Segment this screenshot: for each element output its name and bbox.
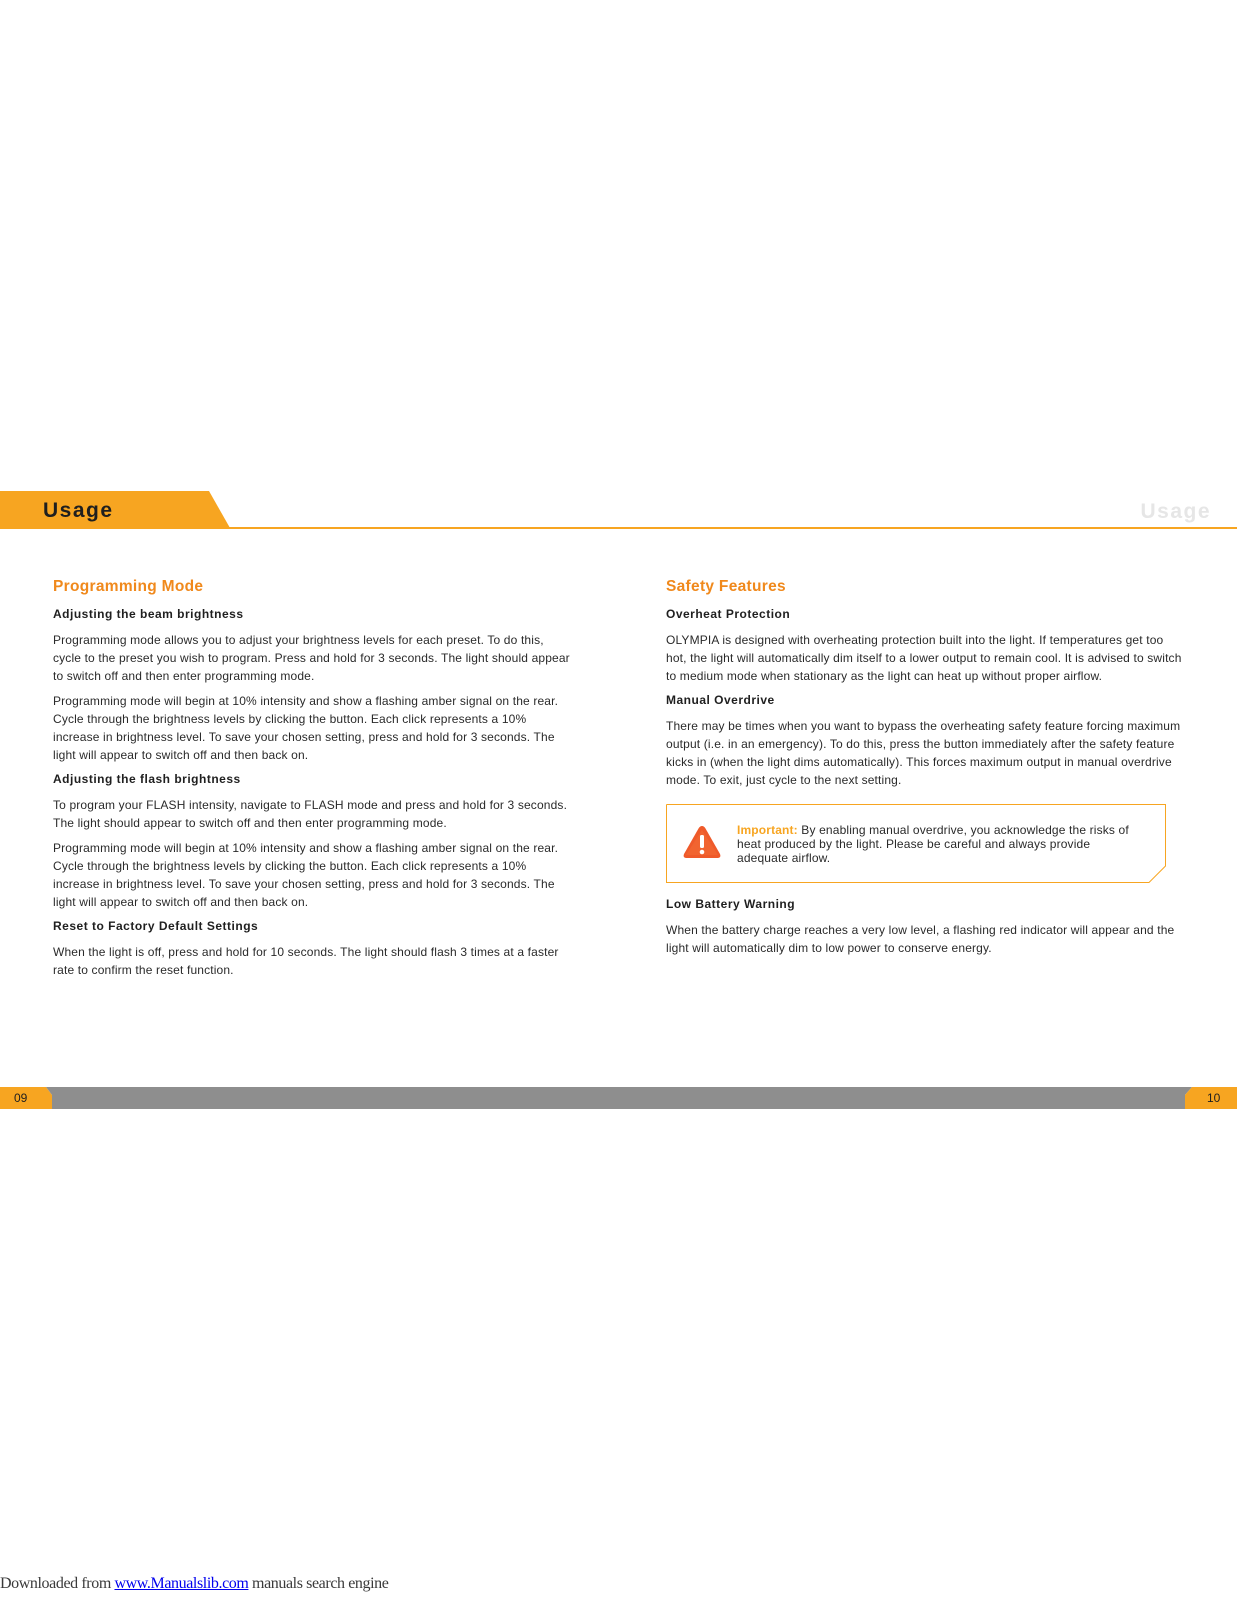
subheading-factory-reset: Reset to Factory Default Settings — [53, 919, 259, 933]
important-label: Important: — [737, 823, 798, 837]
paragraph: To program your FLASH intensity, navigate to FLASH mode and press and hold for 3 seconds. The light should appear to switch off and then enter programming mode. — [53, 798, 568, 830]
section-title-programming: Programming Mode — [53, 578, 204, 595]
section-title-safety: Safety Features — [666, 578, 786, 595]
page-number-right: 10 — [1207, 1091, 1221, 1105]
paragraph: There may be times when you want to bypass the overheating safety feature forcing maximum output (i.e. in an emergency). To do this, press the button immediately after the safety feature kicks in (when the light dims automatically). This forces maximum output in manual overdrive mode. To exit, just cycle to the next setting. — [666, 719, 1181, 787]
header-tab — [0, 491, 230, 528]
paragraph: Programming mode will begin at 10% intensity and show a flashing amber signal on the rear. Cycle through the brightness levels by clicking the button. Each click represents a 10% increase in brightness level. To save your chosen setting, press and hold for 3 seconds. The light will appear to switch off and then back on. — [53, 694, 559, 762]
header-title-right: Usage — [1140, 500, 1211, 523]
subheading-overheat-protection: Overheat Protection — [666, 607, 791, 621]
warning-triangle-icon — [682, 824, 722, 860]
paragraph: When the battery charge reaches a very low level, a flashing red indicator will appear and the light will automatically dim to low power to conserve energy. — [666, 923, 1175, 955]
download-source-line — [0, 1575, 388, 1593]
paragraph: OLYMPIA is designed with overheating protection built into the light. If temperatures get too hot, the light will automatically dim itself to a lower output to remain cool. It is advised to switch to medium mode when stationary as the light can heat up without proper airflow. — [666, 633, 1182, 683]
subheading-manual-overdrive: Manual Overdrive — [666, 693, 775, 707]
manualslib-link[interactable]: www.Manualslib.com — [114, 1575, 249, 1592]
paragraph: Programming mode allows you to adjust your brightness levels for each preset. To do this, cycle to the preset you wish to program. Press and hold for 3 seconds. The light should appear to switch off and then enter programming mode. — [53, 633, 570, 683]
subheading-low-battery: Low Battery Warning — [666, 897, 796, 911]
header-title-left: Usage — [43, 499, 114, 522]
subheading-beam-brightness: Adjusting the beam brightness — [53, 607, 244, 621]
download-suffix: manuals search engine — [248, 1575, 389, 1592]
important-notice-text — [737, 823, 1142, 865]
important-notice-box — [666, 804, 1166, 883]
paragraph: Programming mode will begin at 10% intensity and show a flashing amber signal on the rear. Cycle through the brightness levels by clicking the button. Each click represents a 10% increase in brightness level. To save your chosen setting, press and hold for 3 seconds. The light will appear to switch off and then back on. — [53, 841, 559, 909]
footer-bar — [0, 1087, 1237, 1109]
page-number-left: 09 — [14, 1091, 28, 1105]
download-prefix: Downloaded from — [0, 1575, 115, 1592]
important-body: By enabling manual overdrive, you acknowledge the risks of heat produced by the light. Please be careful and always provide adequate airflow. — [737, 823, 1129, 865]
subheading-flash-brightness: Adjusting the flash brightness — [53, 772, 241, 786]
left-column — [53, 577, 573, 986]
right-column — [666, 577, 1186, 964]
paragraph: When the light is off, press and hold for 10 seconds. The light should flash 3 times at a faster rate to confirm the reset function. — [53, 945, 559, 977]
